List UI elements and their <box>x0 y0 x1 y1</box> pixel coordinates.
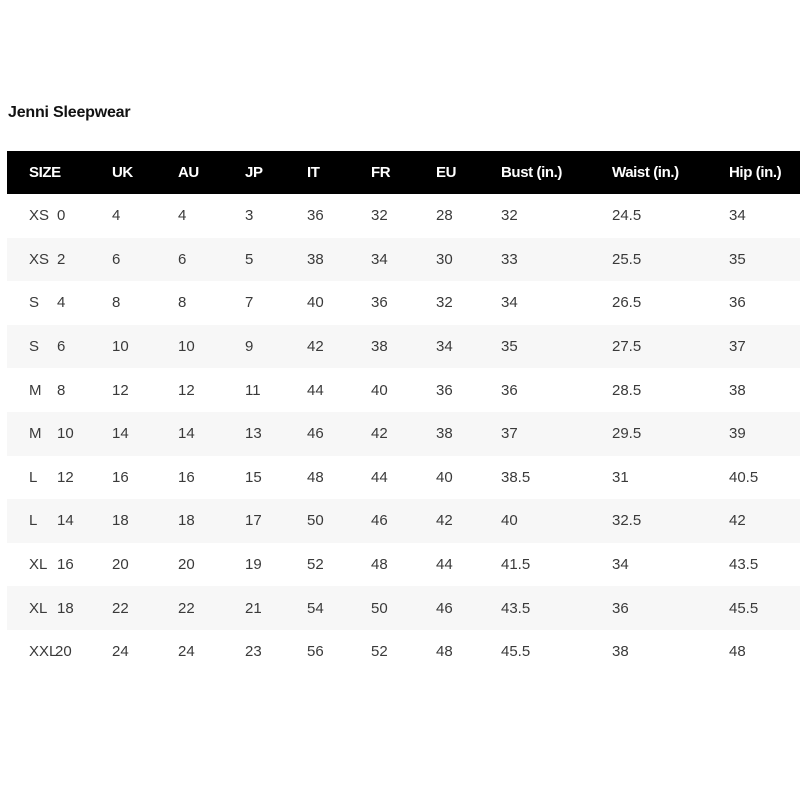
column-header-fr: FR <box>371 151 436 194</box>
size-cell <box>7 412 112 456</box>
table-cell: 3 <box>245 194 307 238</box>
table-cell: 44 <box>307 368 371 412</box>
table-cell: 24 <box>178 630 245 674</box>
table-cell: 56 <box>307 630 371 674</box>
table-cell: 16 <box>112 456 178 500</box>
table-cell: 5 <box>245 238 307 282</box>
table-cell: 36 <box>729 281 800 325</box>
size-number: 10 <box>57 425 74 443</box>
size-letter: XS <box>29 207 50 225</box>
table-cell: 8 <box>178 281 245 325</box>
table-cell: 18 <box>178 499 245 543</box>
table-cell: 32 <box>371 194 436 238</box>
table-row <box>7 630 800 674</box>
table-cell: 38 <box>436 412 501 456</box>
table-cell: 37 <box>729 325 800 369</box>
size-number: 18 <box>57 599 74 617</box>
table-cell: 12 <box>178 368 245 412</box>
table-cell: 10 <box>178 325 245 369</box>
column-header-waist-in: Waist (in.) <box>612 151 729 194</box>
table-cell: 39 <box>729 412 800 456</box>
table-cell: 28.5 <box>612 368 729 412</box>
table-header-row <box>7 151 800 194</box>
size-number: 16 <box>57 556 74 574</box>
table-cell: 42 <box>371 412 436 456</box>
size-letter: S <box>29 294 40 312</box>
size-cell <box>7 499 112 543</box>
table-cell: 52 <box>371 630 436 674</box>
column-header-bust-in: Bust (in.) <box>501 151 612 194</box>
table-cell: 38 <box>371 325 436 369</box>
table-cell: 30 <box>436 238 501 282</box>
size-letter: XXL <box>29 643 58 661</box>
size-number: 8 <box>57 381 66 399</box>
table-cell: 37 <box>501 412 612 456</box>
table-cell: 15 <box>245 456 307 500</box>
table-cell: 54 <box>307 586 371 630</box>
table-cell: 11 <box>245 368 307 412</box>
table-cell: 45.5 <box>501 630 612 674</box>
table-cell: 13 <box>245 412 307 456</box>
table-cell: 20 <box>112 543 178 587</box>
table-cell: 21 <box>245 586 307 630</box>
size-number: 20 <box>55 643 72 661</box>
table-cell: 40 <box>501 499 612 543</box>
table-cell: 48 <box>307 456 371 500</box>
size-letter: XL <box>29 556 48 574</box>
size-letter: L <box>29 512 38 530</box>
table-cell: 28 <box>436 194 501 238</box>
table-cell: 26.5 <box>612 281 729 325</box>
table-cell: 22 <box>112 586 178 630</box>
table-cell: 43.5 <box>501 586 612 630</box>
table-row <box>7 586 800 630</box>
table-cell: 50 <box>307 499 371 543</box>
column-header-hip-in: Hip (in.) <box>729 151 800 194</box>
table-cell: 32.5 <box>612 499 729 543</box>
table-cell: 29.5 <box>612 412 729 456</box>
table-cell: 33 <box>501 238 612 282</box>
table-cell: 7 <box>245 281 307 325</box>
table-row <box>7 456 800 500</box>
size-number: 6 <box>57 338 66 356</box>
table-cell: 16 <box>178 456 245 500</box>
table-cell: 48 <box>729 630 800 674</box>
size-chart-table <box>7 151 800 674</box>
size-number: 2 <box>57 250 66 268</box>
table-cell: 9 <box>245 325 307 369</box>
table-cell: 18 <box>112 499 178 543</box>
table-cell: 44 <box>371 456 436 500</box>
table-cell: 27.5 <box>612 325 729 369</box>
table-cell: 42 <box>307 325 371 369</box>
table-cell: 19 <box>245 543 307 587</box>
table-row <box>7 238 800 282</box>
table-cell: 40.5 <box>729 456 800 500</box>
size-letter: XL <box>29 599 48 617</box>
size-cell <box>7 325 112 369</box>
table-cell: 24.5 <box>612 194 729 238</box>
column-header-jp: JP <box>245 151 307 194</box>
table-cell: 38 <box>307 238 371 282</box>
size-letter: L <box>29 468 38 486</box>
table-cell: 20 <box>178 543 245 587</box>
table-cell: 36 <box>371 281 436 325</box>
size-cell <box>7 586 112 630</box>
table-cell: 32 <box>436 281 501 325</box>
table-row <box>7 543 800 587</box>
table-cell: 48 <box>371 543 436 587</box>
table-cell: 6 <box>178 238 245 282</box>
table-row <box>7 368 800 412</box>
size-cell <box>7 630 112 674</box>
table-cell: 6 <box>112 238 178 282</box>
table-cell: 23 <box>245 630 307 674</box>
table-cell: 36 <box>501 368 612 412</box>
table-cell: 40 <box>371 368 436 412</box>
column-header-size: SIZE <box>7 151 112 194</box>
table-cell: 46 <box>436 586 501 630</box>
table-cell: 31 <box>612 456 729 500</box>
table-cell: 42 <box>436 499 501 543</box>
table-cell: 36 <box>307 194 371 238</box>
table-cell: 14 <box>112 412 178 456</box>
size-number: 0 <box>57 207 66 225</box>
size-cell <box>7 281 112 325</box>
table-cell: 25.5 <box>612 238 729 282</box>
column-header-eu: EU <box>436 151 501 194</box>
size-number: 14 <box>57 512 74 530</box>
size-number: 12 <box>57 468 74 486</box>
table-cell: 48 <box>436 630 501 674</box>
table-row <box>7 281 800 325</box>
column-header-au: AU <box>178 151 245 194</box>
table-cell: 34 <box>436 325 501 369</box>
table-cell: 4 <box>178 194 245 238</box>
size-letter: M <box>29 425 42 443</box>
table-cell: 38 <box>729 368 800 412</box>
table-row <box>7 499 800 543</box>
size-cell <box>7 543 112 587</box>
table-cell: 34 <box>501 281 612 325</box>
table-cell: 36 <box>436 368 501 412</box>
table-cell: 42 <box>729 499 800 543</box>
table-cell: 41.5 <box>501 543 612 587</box>
table-cell: 22 <box>178 586 245 630</box>
column-header-it: IT <box>307 151 371 194</box>
column-header-uk: UK <box>112 151 178 194</box>
table-row <box>7 412 800 456</box>
table-cell: 45.5 <box>729 586 800 630</box>
page-title: Jenni Sleepwear <box>8 104 131 121</box>
table-cell: 35 <box>729 238 800 282</box>
size-cell <box>7 194 112 238</box>
table-cell: 40 <box>436 456 501 500</box>
table-cell: 35 <box>501 325 612 369</box>
size-letter: M <box>29 381 42 399</box>
table-cell: 50 <box>371 586 436 630</box>
size-number: 4 <box>57 294 66 312</box>
table-cell: 43.5 <box>729 543 800 587</box>
table-cell: 44 <box>436 543 501 587</box>
table-cell: 34 <box>371 238 436 282</box>
table-cell: 34 <box>729 194 800 238</box>
table-cell: 17 <box>245 499 307 543</box>
table-cell: 46 <box>371 499 436 543</box>
table-cell: 10 <box>112 325 178 369</box>
table-cell: 46 <box>307 412 371 456</box>
size-letter: XS <box>29 250 50 268</box>
table-cell: 32 <box>501 194 612 238</box>
table-cell: 4 <box>112 194 178 238</box>
table-cell: 36 <box>612 586 729 630</box>
table-cell: 12 <box>112 368 178 412</box>
table-cell: 38 <box>612 630 729 674</box>
table-cell: 34 <box>612 543 729 587</box>
table-row <box>7 194 800 238</box>
table-cell: 52 <box>307 543 371 587</box>
size-letter: S <box>29 338 40 356</box>
table-cell: 38.5 <box>501 456 612 500</box>
table-cell: 24 <box>112 630 178 674</box>
table-cell: 14 <box>178 412 245 456</box>
table-cell: 40 <box>307 281 371 325</box>
table-row <box>7 325 800 369</box>
table-cell: 8 <box>112 281 178 325</box>
size-cell <box>7 368 112 412</box>
size-cell <box>7 238 112 282</box>
size-cell <box>7 456 112 500</box>
